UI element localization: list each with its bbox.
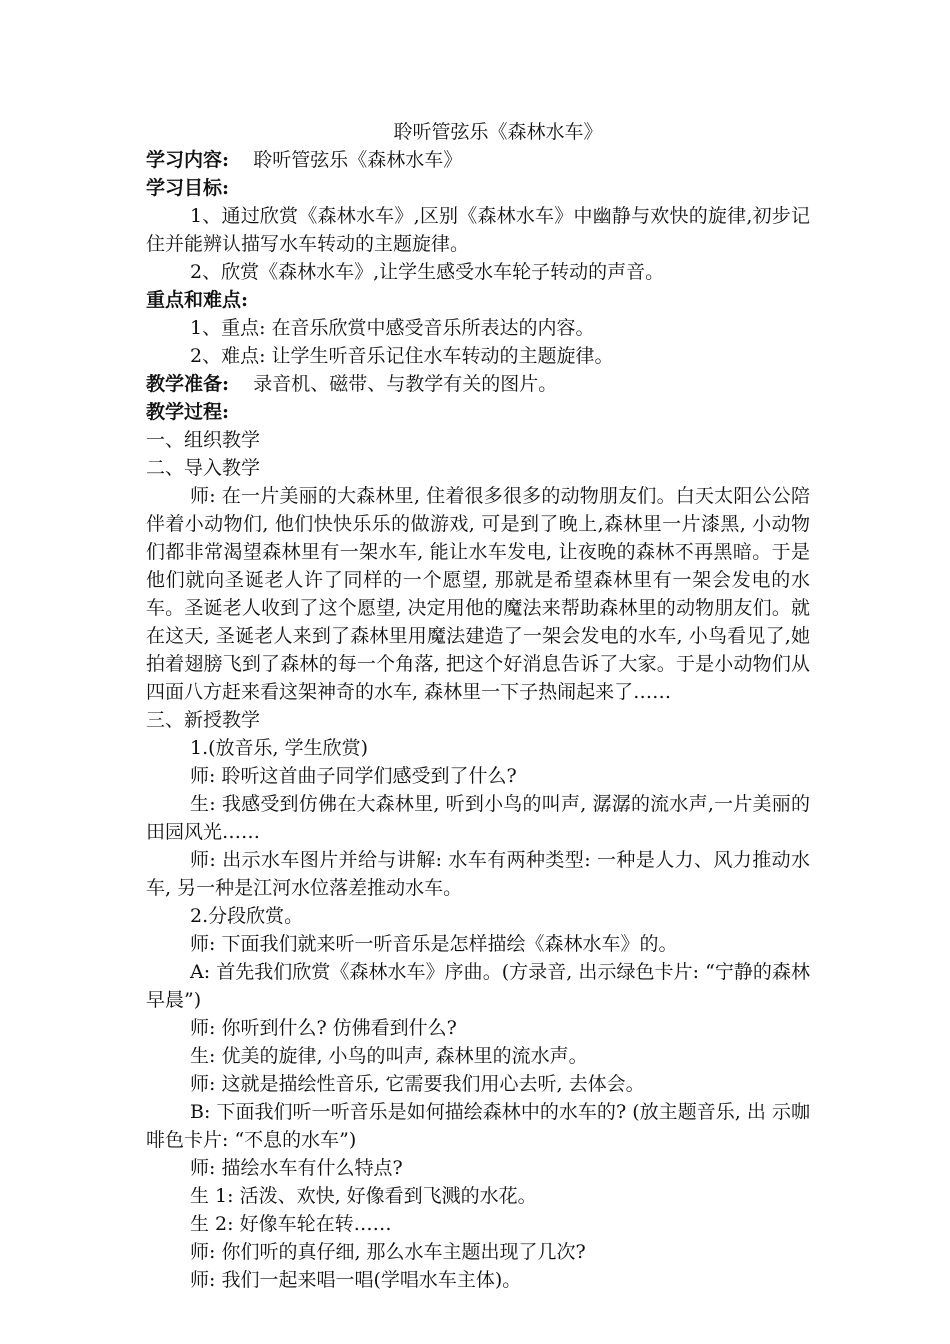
preparation-row [146,370,810,398]
content-row [146,146,810,174]
teaching-line-10: 师: 这就是描绘性音乐, 它需要我们用心去听, 去体会。 [190,1073,645,1095]
teaching-line-3: 生: 我感受到仿佛在大森林里, 听到小鸟的叫声, 潺潺的流水声,一片美丽的田园风光…… [146,793,810,843]
teaching-line-5: 2.分段欣赏。 [190,905,304,927]
section-heading-2: 二、导入教学 [146,457,261,479]
teaching-line-11: B: 下面我们听一听音乐是如何描绘森林中的水车的? (放主题音乐, 出 示咖啡色卡片: “不息的水车”) [146,1101,810,1151]
teaching-line-7: A: 首先我们欣赏《森林水车》序曲。(方录音, 出示绿色卡片: “宁静的森林早晨”) [146,961,810,1011]
document-title: 聆听管弦乐《森林水车》 [393,121,603,143]
teaching-line-9: 生: 优美的旋律, 小鸟的叫声, 森林里的流水声。 [190,1045,588,1067]
key-point-item-2: 2、难点: 让学生听音乐记住水车转动的主题旋律。 [190,345,614,367]
document-page [146,118,810,1294]
intro-story-paragraph: 师: 在一片美丽的大森林里, 住着很多很多的动物朋友们。白天太阳公公陪伴着小动物们, 他们快快乐乐的做游戏, 可是到了晚上,森林里一片漆黑, 小动物们都非常渴望森林里有一架水车, 能让水车发电, 让夜晚的森林不再黑暗。于是他们就向圣诞老人许了同样的一个愿望, 那就是希望森林里有一架会发电的水车。圣诞老人收到了这个愿望, 决定用他的魔法来帮助森林里的动物朋友们。就在这天, 圣诞老人来到了森林里用魔法建造了一架会发电的水车, 小鸟看见了,她拍着翅膀飞到了森林的每一个角落, 把这个好消息告诉了大家。于是小动物们从四面八方赶来看这架神奇的水车, 森林里一下子热闹起来了…… [146,485,810,703]
section-heading-1: 一、组织教学 [146,429,261,451]
teaching-line-16: 师: 我们一起来唱一唱(学唱水车主体)。 [190,1269,522,1291]
teaching-line-15: 师: 你们听的真仔细, 那么水车主题出现了几次? [190,1241,586,1263]
teaching-line-6: 师: 下面我们就来听一听音乐是怎样描绘《森林水车》的。 [190,933,678,955]
preparation-value: 录音机、磁带、与教学有关的图片。 [253,373,558,395]
content-value: 聆听管弦乐《森林水车》 [253,149,463,171]
teaching-line-14: 生 2: 好像车轮在转…… [190,1213,392,1235]
section-heading-3: 三、新授教学 [146,709,261,731]
teaching-line-4: 师: 出示水车图片并给与讲解: 水车有两种类型: 一种是人力、风力推动水车, 另一种是江河水位落差推动水车。 [146,849,810,899]
key-point-item-1: 1、重点: 在音乐欣赏中感受音乐所表达的内容。 [190,317,595,339]
objective-item-1: 1、通过欣赏《森林水车》,区别《森林水车》中幽静与欢快的旋律,初步记住并能辨认描写水车转动的主题旋律。 [146,205,810,255]
objective-item-2: 2、欣赏《森林水车》,让学生感受水车轮子转动的声音。 [190,261,665,283]
preparation-label: 教学准备: [146,373,230,395]
teaching-line-8: 师: 你听到什么? 仿佛看到什么? [190,1017,457,1039]
teaching-line-13: 生 1: 活泼、欢快, 好像看到飞溅的水花。 [190,1185,537,1207]
teaching-line-12: 师: 描绘水车有什么特点? [190,1157,403,1179]
objectives-label: 学习目标: [146,177,230,199]
teaching-line-2: 师: 聆听这首曲子同学们感受到了什么? [190,765,517,787]
key-points-label: 重点和难点: [146,289,249,311]
process-label: 教学过程: [146,401,230,423]
teaching-line-1: 1.(放音乐, 学生欣赏) [190,737,369,759]
content-label: 学习内容: [146,149,230,171]
